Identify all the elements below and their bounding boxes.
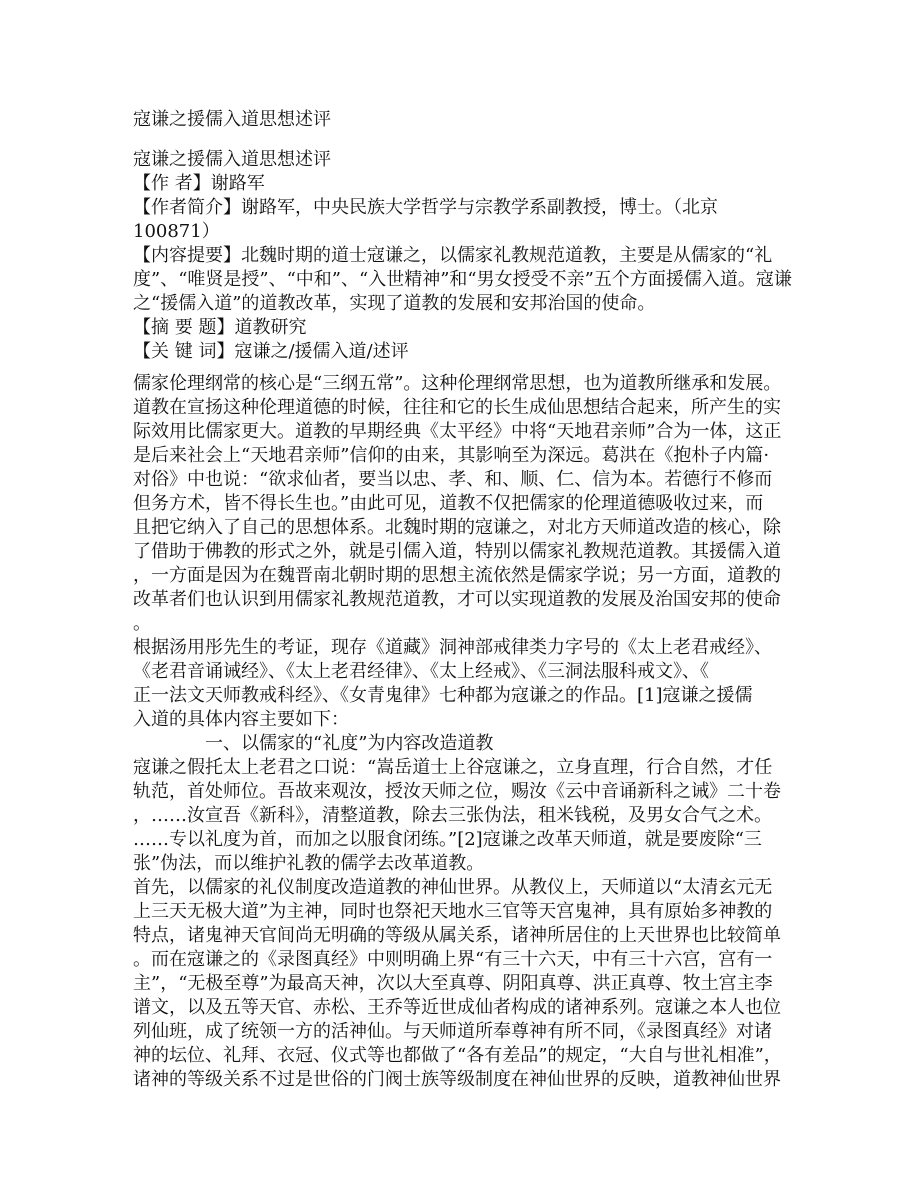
document-title: 寇谦之援儒入道思想述评 — [133, 109, 331, 130]
paragraph-line: 诸神的等级关系不过是世俗的门阀士族等级制度在神仙世界的反映，道教神仙世界 — [133, 1069, 781, 1090]
article-title: 寇谦之援儒入道思想述评 — [133, 149, 331, 170]
paragraph-line: 入道的具体内容主要如下： — [133, 709, 349, 730]
abstract-line: 之“援儒入道”的道教改革，实现了道教的发展和安邦治国的使命。 — [133, 293, 656, 314]
paragraph-line: ……专以礼度为首，而加之以服食闭练。”[2]寇谦之改革天师道，就是要废除“三 — [133, 829, 762, 850]
paragraph-line: 神的坛位、礼拜、衣冠、仪式等也都做了“各有差品”的规定，“大自与世礼相准”， — [133, 1045, 782, 1066]
paragraph-line: 《老君音诵诫经》、《太上老君经律》、《太上经戒》、《三洞法服科戒文》、《 — [133, 661, 709, 682]
paragraph-line: 特点，诸鬼神天官间尚无明确的等级从属关系，诸神所居住的上天世界也比较简单 — [133, 925, 781, 946]
author-intro-line: 100871） — [133, 221, 220, 242]
document-page — [133, 108, 793, 1092]
paragraph-line: 但务方术，皆不得长生也。”由此可见，道教不仅把儒家的伦理道德吸收过来，而 — [133, 493, 764, 514]
paragraph-line: ，一方面是因为在魏晋南北朝时期的思想主流依然是儒家学说；另一方面，道教的 — [133, 565, 781, 586]
paragraph-line: 谱文，以及五等天官、赤松、王乔等近世成仙者构成的诸神系列。寇谦之本人也位 — [133, 997, 781, 1018]
paragraph-line: 上三天无极大道”为主神，同时也祭祀天地水三官等天宫鬼神，具有原始多神教的 — [133, 901, 773, 922]
paragraph-line: 际效用比儒家更大。道教的早期经典《太平经》中将“天地君亲师”合为一体，这正 — [133, 421, 782, 442]
section-heading-text: 一、以儒家的“礼度”为内容改造道教 — [205, 733, 494, 754]
paragraph-line: 是后来社会上“天地君亲师”信仰的由来，其影响至为深远。葛洪在《抱朴子内篇· — [133, 445, 770, 466]
paragraph — [133, 876, 793, 1092]
paragraph-line: 列仙班，成了统领一方的活神仙。与天师道所奉尊神有所不同，《录图真经》对诸 — [133, 1021, 772, 1042]
paragraph-line: 且把它纳入了自己的思想体系。北魏时期的寇谦之，对北方天师道改造的核心，除 — [133, 517, 781, 538]
abstract-line: 度”、“唯贤是授”、“中和”、“入世精神”和“男女授受不亲”五个方面援儒入道。寇谦 — [133, 269, 792, 290]
paragraph-line: 正一法文天师教戒科经》、《女青鬼律》七种都为寇谦之的作品。[1]寇谦之援儒 — [133, 685, 753, 706]
paragraph — [133, 636, 793, 732]
paragraph-line: 了借助于佛教的形式之外，就是引儒入道，特别以儒家礼教规范道教。其援儒入道 — [133, 541, 781, 562]
paragraph — [133, 756, 793, 876]
paragraph-line: 。 — [133, 613, 151, 634]
article-body — [133, 372, 793, 1092]
section-heading — [133, 732, 793, 756]
paragraph-line: 儒家伦理纲常的核心是“三纲五常”。这种伦理纲常思想，也为道教所继承和发展。 — [133, 373, 782, 394]
paragraph-line: 根据汤用彤先生的考证，现存《道藏》洞神部戒律类力字号的《太上老君戒经》、 — [133, 637, 772, 658]
author-intro-line: 【作者简介】谢路军，中央民族大学哲学与宗教学系副教授，博士。（北京 — [133, 197, 718, 218]
paragraph-line: 张”伪法，而以维护礼教的儒学去改革道教。 — [133, 853, 485, 874]
paragraph-line: 道教在宣扬这种伦理道德的时候，往往和它的长生成仙思想结合起来，所产生的实 — [133, 397, 781, 418]
paragraph-line: 首先，以儒家的礼仪制度改造道教的神仙世界。从教仪上，天师道以“太清玄元无 — [133, 877, 773, 898]
keywords-line: 【关 键 词】寇谦之/援儒入道/述评 — [133, 341, 409, 362]
article-header — [133, 148, 793, 364]
paragraph-line: 。而在寇谦之的《录图真经》中则明确上界“有三十六天，中有三十六宫，宫有一 — [133, 949, 773, 970]
paragraph-line: 主”，“无极至尊”为最高天神，次以大至真尊、阴阳真尊、洪正真尊、牧土宫主李 — [133, 973, 773, 994]
abstract-line: 【内容提要】北魏时期的道士寇谦之，以儒家礼教规范道教，主要是从儒家的“礼 — [133, 245, 773, 266]
paragraph-line: 轨范，首处师位。吾故来观汝，授汝天师之位，赐汝《云中音诵新科之诫》二十卷 — [133, 781, 781, 802]
author-line: 【作 者】谢路军 — [133, 173, 265, 194]
paragraph — [133, 372, 793, 636]
paragraph-line: 寇谦之假托太上老君之口说：“嵩岳道士上谷寇谦之，立身直理，行合自然，才任 — [133, 757, 773, 778]
paragraph-line: ，……汝宣吾《新科》，清整道教，除去三张伪法，租米钱税，及男女合气之术。 — [133, 805, 772, 826]
paragraph-line: 对俗》中也说：“欲求仙者，要当以忠、孝、和、顺、仁、信为本。若德行不修而 — [133, 469, 773, 490]
subject-line: 【摘 要 题】道教研究 — [133, 317, 307, 338]
paragraph-line: 改革者们也认识到用儒家礼教规范道教，才可以实现道教的发展及治国安邦的使命 — [133, 589, 781, 610]
